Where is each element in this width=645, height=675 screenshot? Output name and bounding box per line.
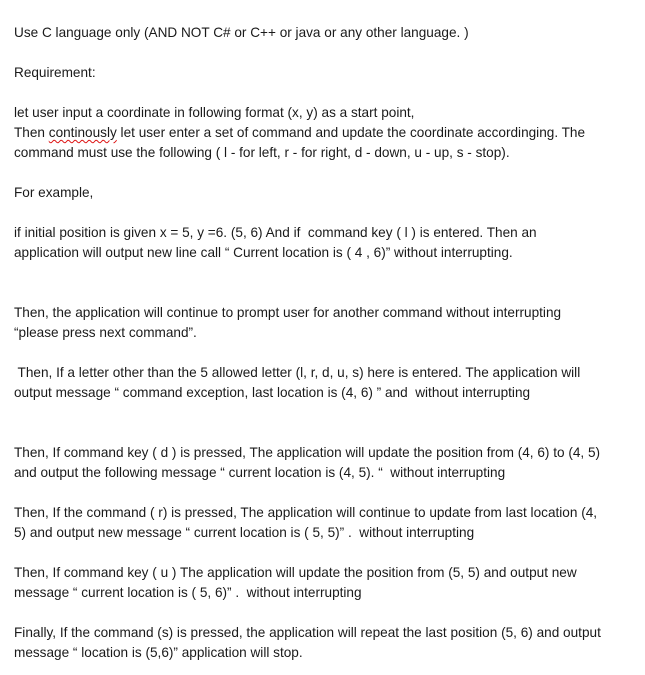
- example-heading: For example,: [14, 185, 94, 200]
- example-paragraph-7-line-1: Finally, If the command (s) is pressed, the application will repeat the last position (5, 6) and output: [14, 625, 601, 640]
- intro-line-2: [14, 123, 585, 143]
- example-paragraph-1-line-2: application will output new line call “ Current location is ( 4 , 6)” without interrupting.: [14, 245, 513, 260]
- example-paragraph-3-line-2: output message “ command exception, last location is (4, 6) ” and without interrupting: [14, 385, 531, 400]
- example-paragraph-1-line-1: if initial position is given x = 5, y =6. (5, 6) And if command key ( l ) is entered. Then an: [14, 225, 537, 240]
- example-paragraph-2-line-2: “please press next command”.: [14, 325, 197, 340]
- intro-line-1: let user input a coordinate in following format (x, y) as a start point,: [14, 105, 415, 120]
- example-paragraph-3-line-1: Then, If a letter other than the 5 allowed letter (l, r, d, u, s) here is entered. The application will: [14, 365, 581, 380]
- example-paragraph-5-line-1: Then, If the command ( r) is pressed, The application will continue to update from last location (4,: [14, 505, 598, 520]
- example-paragraph-2-line-1: Then, the application will continue to prompt user for another command without interrupting: [14, 305, 562, 320]
- intro-line-2-pre: Then: [14, 125, 49, 140]
- language-requirement: Use C language only (AND NOT C# or C++ or java or any other language. ): [14, 25, 469, 40]
- requirement-heading: Requirement:: [14, 65, 96, 80]
- example-paragraph-6-line-2: message “ current location is ( 5, 6)” . without interrupting: [14, 585, 362, 600]
- example-paragraph-4-line-2: and output the following message “ current location is (4, 5). “ without interrupting: [14, 465, 506, 480]
- example-paragraph-4-line-1: Then, If command key ( d ) is pressed, The application will update the position from (4, 6) to (4, 5): [14, 445, 601, 460]
- intro-line-3: command must use the following ( l - for left, r - for right, d - down, u - up, s - stop).: [14, 145, 510, 160]
- intro-line-2-post: let user enter a set of command and update the coordinate accordinging. The: [116, 125, 586, 140]
- example-paragraph-6-line-1: Then, If command key ( u ) The application will update the position from (5, 5) and output new: [14, 565, 577, 580]
- misspelled-word: continously: [48, 125, 117, 140]
- example-paragraph-7-line-2: message “ location is (5,6)” application will stop.: [14, 645, 303, 660]
- example-paragraph-5-line-2: 5) and output new message “ current location is ( 5, 5)” . without interrupting: [14, 525, 475, 540]
